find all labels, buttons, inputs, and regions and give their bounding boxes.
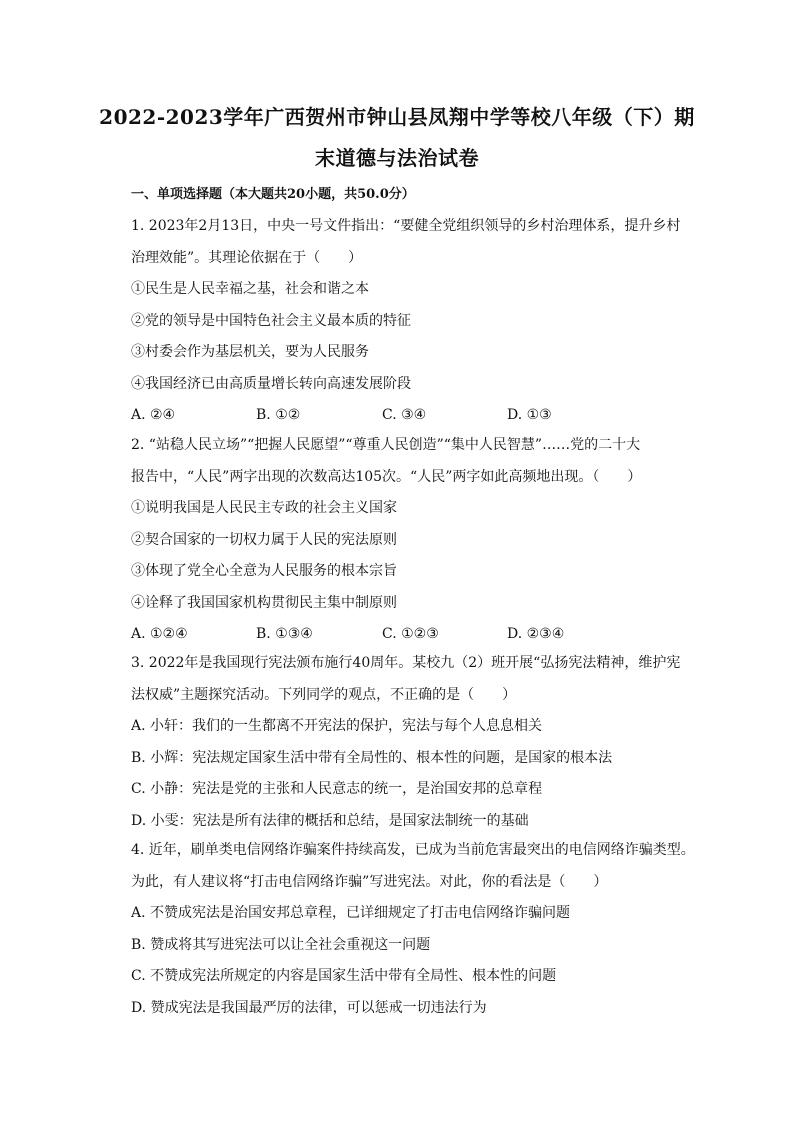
question-2-item-4: ④诠释了我国国家机构贯彻民主集中制原则	[131, 594, 397, 611]
question-4-choice-b: B. 赞成将其写进宪法可以让全社会重视这一问题	[131, 936, 431, 953]
question-3-stem-line-1: 3. 2022年是我国现行宪法颁布施行40周年。某校九（2）班开展“弘扬宪法精神，维护宪	[131, 655, 681, 671]
question-2-option-a: A. ①②④	[131, 626, 188, 642]
question-2-item-3: ③体现了党全心全意为人民服务的根本宗旨	[131, 563, 397, 579]
question-2-item-2: ②契合国家的一切权力属于人民的宪法原则	[131, 531, 397, 548]
question-1-item-2: ②党的领导是中国特色社会主义最本质的特征	[131, 312, 411, 329]
question-4-choice-c: C. 不赞成宪法所规定的内容是国家生活中带有全局性、根本性的问题	[131, 968, 557, 984]
question-1-stem-line-1: 1. 2023年2月13日，中央一号文件指出：“要健全党组织领导的乡村治理体系，提升乡村	[131, 218, 681, 234]
question-4-choice-d: D. 赞成宪法是我国最严厉的法律，可以惩戒一切违法行为	[131, 999, 487, 1016]
question-2-option-b: B. ①③④	[256, 626, 313, 642]
question-1-item-4: ④我国经济已由高质量增长转向高速发展阶段	[131, 375, 411, 392]
question-4-stem-line-2: 为此，有人建议将“打击电信网络诈骗”写进宪法。对此，你的看法是（ ）	[131, 873, 608, 890]
question-1-options	[131, 400, 697, 432]
question-1-option-d: D. ①③	[507, 407, 552, 423]
question-1-stem-line-2: 治理效能”。其理论依据在于（ ）	[131, 249, 363, 266]
question-1-option-a: A. ②④	[131, 407, 176, 423]
question-3-choice-a: A. 小轩：我们的一生都离不开宪法的保护，宪法与每个人息息相关	[131, 718, 543, 734]
question-4-stem-line-1: 4. 近年，刷单类电信网络诈骗案件持续高发，已成为当前危害最突出的电信网络诈骗类型。	[131, 842, 695, 858]
question-2-stem-line-1: 2. “站稳人民立场”“把握人民愿望”“尊重人民创造”“集中人民智慧”……党的二十大	[131, 437, 641, 453]
question-1-option-b: B. ①②	[256, 407, 301, 423]
exam-title-line-2: 末道德与法治试卷	[315, 146, 479, 170]
exam-title-line-1: 2022-2023学年广西贺州市钟山县凤翔中学等校八年级（下）期	[99, 105, 695, 129]
question-1-item-3: ③村委会作为基层机关，要为人民服务	[131, 344, 369, 360]
question-2-options	[131, 619, 697, 651]
question-2-option-d: D. ②③④	[507, 626, 565, 642]
question-2-item-1: ①说明我国是人民民主专政的社会主义国家	[131, 500, 397, 516]
question-4-choice-a: A. 不赞成宪法是治国安邦总章程，已详细规定了打击电信网络诈骗问题	[131, 905, 571, 921]
question-2	[131, 430, 697, 651]
question-3	[131, 648, 697, 837]
question-2-option-c: C. ①②③	[382, 626, 439, 642]
section-heading: 一、单项选择题（本大题共20小题，共50.0分）	[131, 187, 415, 202]
question-4	[131, 835, 697, 1024]
question-1-option-c: C. ③④	[382, 407, 427, 423]
question-2-stem-line-2: 报告中，“人民”两字出现的次数高达105次。“人民”两字如此高频地出现。（ ）	[131, 468, 642, 485]
question-3-stem-line-2: 法权威”主题探究活动。下列同学的观点，不正确的是（ ）	[131, 686, 517, 703]
question-3-choice-b: B. 小辉：宪法规定国家生活中带有全局性的、根本性的问题，是国家的根本法	[131, 749, 613, 766]
question-3-choice-c: C. 小静：宪法是党的主张和人民意志的统一，是治国安邦的总章程	[131, 781, 543, 797]
question-1	[131, 211, 697, 432]
question-3-choice-d: D. 小雯：宪法是所有法律的概括和总结，是国家法制统一的基础	[131, 812, 529, 829]
question-1-item-1: ①民生是人民幸福之基，社会和谐之本	[131, 281, 369, 297]
